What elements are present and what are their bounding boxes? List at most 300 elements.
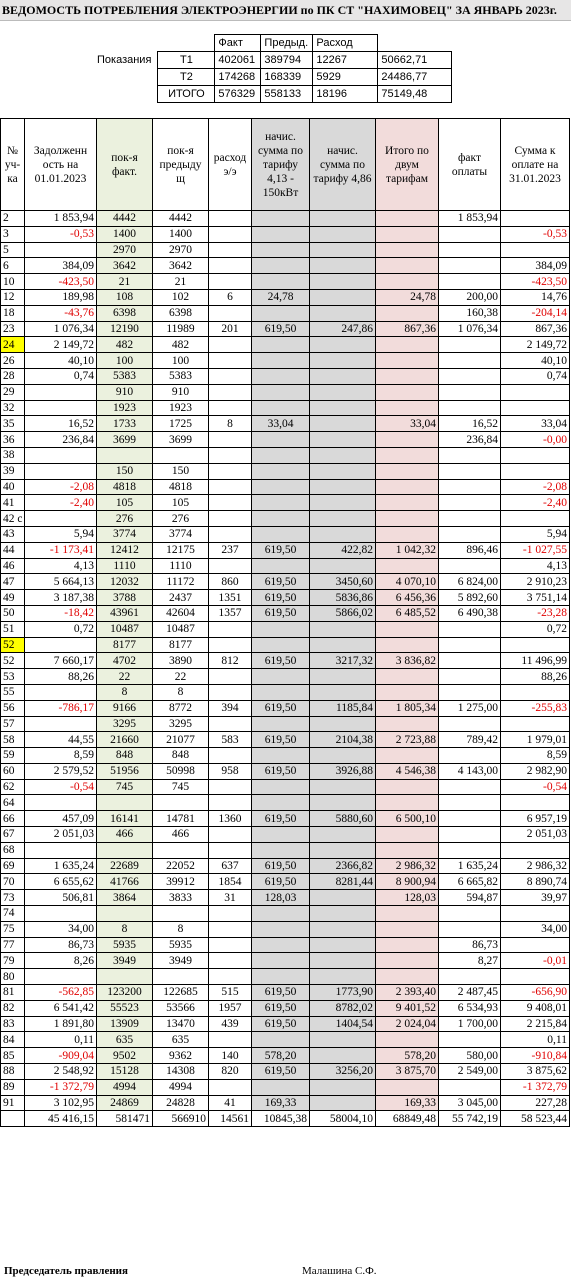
table-cell: -2,08 — [25, 479, 97, 495]
table-cell: 41 — [1, 495, 25, 511]
table-row — [1, 1032, 570, 1048]
table-cell — [209, 684, 252, 700]
table-cell: 201 — [209, 321, 252, 337]
summary-cell: 12267 — [313, 52, 378, 69]
table-cell — [376, 827, 439, 843]
table-cell — [209, 368, 252, 384]
table-row — [1, 558, 570, 574]
table-cell: 3 875,70 — [376, 1064, 439, 1080]
table-row — [1, 716, 570, 732]
table-cell: 24 — [1, 337, 25, 353]
table-cell: 1 076,34 — [25, 321, 97, 337]
column-header: № уч-ка — [1, 119, 25, 211]
summary-row-t2 — [94, 69, 452, 86]
table-cell — [252, 479, 310, 495]
table-cell — [252, 558, 310, 574]
table-cell: 619,50 — [252, 763, 310, 779]
table-row — [1, 1016, 570, 1032]
table-row — [1, 969, 570, 985]
table-cell: 77 — [1, 937, 25, 953]
table-row — [1, 779, 570, 795]
table-cell: 12175 — [153, 542, 209, 558]
table-cell — [252, 384, 310, 400]
table-cell: 619,50 — [252, 858, 310, 874]
table-row — [1, 732, 570, 748]
table-cell — [209, 274, 252, 290]
table-cell: 6 957,19 — [501, 811, 570, 827]
table-cell — [252, 400, 310, 416]
table-row — [1, 368, 570, 384]
table-cell: 1 853,94 — [439, 211, 501, 227]
table-cell: 3 751,14 — [501, 590, 570, 606]
table-cell — [376, 1032, 439, 1048]
table-cell — [376, 384, 439, 400]
table-cell: 583 — [209, 732, 252, 748]
table-row — [1, 495, 570, 511]
table-cell — [209, 258, 252, 274]
table-cell: -255,83 — [501, 700, 570, 716]
table-cell — [310, 748, 376, 764]
table-row — [1, 211, 570, 227]
table-cell: 23 — [1, 321, 25, 337]
summary-row-total — [94, 86, 452, 103]
summary-cell: 174268 — [215, 69, 261, 86]
table-cell: 619,50 — [252, 1016, 310, 1032]
table-cell: 8,59 — [501, 748, 570, 764]
table-cell: 122685 — [153, 985, 209, 1001]
table-cell: 1923 — [153, 400, 209, 416]
table-cell: 1 275,00 — [439, 700, 501, 716]
table-cell: 3295 — [97, 716, 153, 732]
table-cell: 13470 — [153, 1016, 209, 1032]
table-cell: 482 — [97, 337, 153, 353]
table-cell: 2 149,72 — [25, 337, 97, 353]
table-cell: 6 541,42 — [25, 1000, 97, 1016]
table-cell: 66 — [1, 811, 25, 827]
table-cell: 2 982,90 — [501, 763, 570, 779]
table-cell: 21660 — [97, 732, 153, 748]
table-row — [1, 827, 570, 843]
table-cell: 43961 — [97, 605, 153, 621]
table-cell: 578,20 — [252, 1048, 310, 1064]
table-cell: 52 — [1, 637, 25, 653]
table-cell: 0,74 — [501, 368, 570, 384]
table-cell: 50998 — [153, 763, 209, 779]
table-cell: 619,50 — [252, 574, 310, 590]
table-cell: 10487 — [153, 621, 209, 637]
table-cell: 200,00 — [439, 289, 501, 305]
table-cell — [439, 353, 501, 369]
table-row — [1, 637, 570, 653]
table-cell: 21 — [153, 274, 209, 290]
table-cell: 6398 — [153, 305, 209, 321]
table-cell — [376, 258, 439, 274]
table-cell — [501, 211, 570, 227]
table-cell: 6 490,38 — [439, 605, 501, 621]
table-cell: 8 — [153, 684, 209, 700]
table-cell — [439, 400, 501, 416]
table-cell: 16141 — [97, 811, 153, 827]
table-cell: 33,04 — [501, 416, 570, 432]
table-cell: 128,03 — [376, 890, 439, 906]
total-cell: 45 416,15 — [25, 1111, 97, 1127]
table-cell — [501, 384, 570, 400]
table-cell — [209, 953, 252, 969]
table-cell: 64 — [1, 795, 25, 811]
readings-summary-table — [94, 34, 452, 103]
table-cell: 88 — [1, 1064, 25, 1080]
total-cell: 10845,38 — [252, 1111, 310, 1127]
table-cell: 1 042,32 — [376, 542, 439, 558]
column-header: Итого по двум тарифам — [376, 119, 439, 211]
table-cell — [501, 242, 570, 258]
table-cell: 3642 — [97, 258, 153, 274]
table-cell — [209, 211, 252, 227]
table-cell — [439, 511, 501, 527]
table-cell: 51956 — [97, 763, 153, 779]
table-cell: 619,50 — [252, 811, 310, 827]
table-cell: 42 с — [1, 511, 25, 527]
chairman-title: Председатель правления — [4, 1265, 128, 1277]
table-cell: 83 — [1, 1016, 25, 1032]
table-cell: 31 — [209, 890, 252, 906]
table-cell: 12190 — [97, 321, 153, 337]
table-cell — [439, 827, 501, 843]
table-cell: 2 549,00 — [439, 1064, 501, 1080]
table-cell: 70 — [1, 874, 25, 890]
table-cell: 0,11 — [501, 1032, 570, 1048]
summary-label: Показания — [97, 54, 152, 66]
table-cell — [439, 368, 501, 384]
table-cell — [209, 906, 252, 922]
total-cell: 55 742,19 — [439, 1111, 501, 1127]
table-cell: 3 875,62 — [501, 1064, 570, 1080]
table-cell — [376, 684, 439, 700]
table-cell — [439, 495, 501, 511]
table-cell: 3774 — [153, 526, 209, 542]
table-cell: 89 — [1, 1079, 25, 1095]
table-cell: 1 700,00 — [439, 1016, 501, 1032]
table-cell — [376, 337, 439, 353]
table-cell — [439, 558, 501, 574]
table-cell: 637 — [209, 858, 252, 874]
table-cell — [310, 526, 376, 542]
table-cell: 1400 — [153, 226, 209, 242]
table-cell — [25, 511, 97, 527]
table-cell — [376, 211, 439, 227]
table-cell — [439, 242, 501, 258]
table-cell: 68 — [1, 842, 25, 858]
consumption-table — [0, 118, 570, 1127]
table-cell — [376, 463, 439, 479]
table-cell: 7 660,17 — [25, 653, 97, 669]
table-cell: 896,46 — [439, 542, 501, 558]
table-cell — [439, 921, 501, 937]
table-cell: 86,73 — [439, 937, 501, 953]
signature-footer — [0, 1262, 571, 1280]
table-row — [1, 748, 570, 764]
table-cell: 3 102,95 — [25, 1095, 97, 1111]
table-cell: 5 664,13 — [25, 574, 97, 590]
table-cell — [376, 305, 439, 321]
table-cell: -423,50 — [501, 274, 570, 290]
table-cell — [376, 969, 439, 985]
table-cell — [310, 211, 376, 227]
table-cell: 14781 — [153, 811, 209, 827]
summary-cell: 75149,48 — [378, 86, 452, 103]
table-cell — [439, 716, 501, 732]
table-row — [1, 795, 570, 811]
table-cell: 34,00 — [501, 921, 570, 937]
table-cell — [209, 1079, 252, 1095]
table-cell — [439, 1032, 501, 1048]
table-cell: 8,26 — [25, 953, 97, 969]
table-cell — [501, 447, 570, 463]
table-cell: 1 805,34 — [376, 700, 439, 716]
summary-header-usage: Расход — [313, 35, 378, 52]
table-cell — [310, 1048, 376, 1064]
table-cell — [310, 274, 376, 290]
table-cell: 105 — [153, 495, 209, 511]
table-cell: 59 — [1, 748, 25, 764]
summary-cell: 558133 — [261, 86, 313, 103]
summary-header-fact: Факт — [215, 35, 261, 52]
table-cell — [376, 637, 439, 653]
table-cell: 3949 — [97, 953, 153, 969]
table-cell: 60 — [1, 763, 25, 779]
table-cell: 2 051,03 — [501, 827, 570, 843]
table-cell: 2 393,40 — [376, 985, 439, 1001]
summary-cell: ИТОГО — [158, 86, 215, 103]
table-cell: 2 723,88 — [376, 732, 439, 748]
table-cell: 619,50 — [252, 985, 310, 1001]
table-cell: 6 — [209, 289, 252, 305]
table-cell: 0,74 — [25, 368, 97, 384]
table-cell: 50 — [1, 605, 25, 621]
table-cell — [209, 305, 252, 321]
table-cell: 80 — [1, 969, 25, 985]
table-cell: 8 — [153, 921, 209, 937]
table-cell: -909,04 — [25, 1048, 97, 1064]
table-cell — [25, 842, 97, 858]
table-cell: 635 — [97, 1032, 153, 1048]
table-cell: -423,50 — [25, 274, 97, 290]
table-cell — [97, 906, 153, 922]
table-cell: 466 — [97, 827, 153, 843]
table-cell: 3949 — [153, 953, 209, 969]
table-cell: 1351 — [209, 590, 252, 606]
table-cell — [376, 432, 439, 448]
table-cell: 3642 — [153, 258, 209, 274]
table-cell — [252, 621, 310, 637]
table-cell: -786,17 — [25, 700, 97, 716]
table-cell: 9362 — [153, 1048, 209, 1064]
table-cell — [252, 921, 310, 937]
table-cell: 237 — [209, 542, 252, 558]
table-cell: 580,00 — [439, 1048, 501, 1064]
table-cell — [376, 921, 439, 937]
table-cell: 3 187,38 — [25, 590, 97, 606]
table-cell: 4702 — [97, 653, 153, 669]
total-cell: 14561 — [209, 1111, 252, 1127]
table-cell: 227,28 — [501, 1095, 570, 1111]
table-row — [1, 289, 570, 305]
table-cell: 2 487,45 — [439, 985, 501, 1001]
summary-cell: 168339 — [261, 69, 313, 86]
table-cell: -0,01 — [501, 953, 570, 969]
table-cell: 58 — [1, 732, 25, 748]
table-cell: 276 — [153, 511, 209, 527]
table-cell: -562,85 — [25, 985, 97, 1001]
table-cell — [209, 716, 252, 732]
table-cell — [97, 447, 153, 463]
table-cell — [501, 511, 570, 527]
table-cell — [209, 463, 252, 479]
table-cell: 848 — [97, 748, 153, 764]
table-cell — [153, 795, 209, 811]
table-cell — [439, 1079, 501, 1095]
table-cell: -0,53 — [25, 226, 97, 242]
table-cell: -1 027,55 — [501, 542, 570, 558]
total-cell: 68849,48 — [376, 1111, 439, 1127]
table-cell: 0,72 — [25, 621, 97, 637]
table-cell — [252, 242, 310, 258]
table-row — [1, 763, 570, 779]
table-cell — [439, 795, 501, 811]
table-cell: 1 891,80 — [25, 1016, 97, 1032]
table-cell — [310, 432, 376, 448]
table-cell: 41766 — [97, 874, 153, 890]
table-cell — [310, 795, 376, 811]
table-cell: 6 500,10 — [376, 811, 439, 827]
table-cell: 619,50 — [252, 542, 310, 558]
table-cell — [310, 953, 376, 969]
table-cell — [501, 969, 570, 985]
table-cell: 466 — [153, 827, 209, 843]
table-cell — [252, 337, 310, 353]
table-row — [1, 526, 570, 542]
table-cell — [252, 906, 310, 922]
table-cell: 2 548,92 — [25, 1064, 97, 1080]
table-cell — [252, 432, 310, 448]
table-cell: 860 — [209, 574, 252, 590]
table-cell: 1725 — [153, 416, 209, 432]
table-cell: 53566 — [153, 1000, 209, 1016]
table-cell: 0,72 — [501, 621, 570, 637]
table-cell: 40,10 — [25, 353, 97, 369]
chairman-name: Малашина С.Ф. — [302, 1265, 377, 1277]
table-cell: 619,50 — [252, 653, 310, 669]
table-cell: 22 — [153, 669, 209, 685]
totals-row — [1, 1111, 570, 1127]
table-row — [1, 574, 570, 590]
table-row — [1, 353, 570, 369]
table-cell: 9 401,52 — [376, 1000, 439, 1016]
table-cell: 4994 — [97, 1079, 153, 1095]
table-cell — [252, 511, 310, 527]
table-cell: 102 — [153, 289, 209, 305]
table-row — [1, 937, 570, 953]
table-cell — [252, 526, 310, 542]
table-cell — [501, 716, 570, 732]
table-cell — [376, 842, 439, 858]
table-cell: 2 051,03 — [25, 827, 97, 843]
table-cell: 24,78 — [252, 289, 310, 305]
table-cell: 5935 — [97, 937, 153, 953]
table-cell — [209, 479, 252, 495]
table-cell — [310, 558, 376, 574]
table-cell: 24,78 — [376, 289, 439, 305]
table-cell: 9502 — [97, 1048, 153, 1064]
table-cell: 3450,60 — [310, 574, 376, 590]
table-cell — [209, 511, 252, 527]
table-cell: -1 173,41 — [25, 542, 97, 558]
table-cell — [310, 842, 376, 858]
table-cell: 13909 — [97, 1016, 153, 1032]
table-cell — [252, 795, 310, 811]
table-cell: 506,81 — [25, 890, 97, 906]
table-row — [1, 463, 570, 479]
table-cell — [439, 447, 501, 463]
table-cell: 848 — [153, 748, 209, 764]
table-cell: 422,82 — [310, 542, 376, 558]
table-cell: 8 900,94 — [376, 874, 439, 890]
table-row — [1, 890, 570, 906]
table-row — [1, 669, 570, 685]
table-cell: 55523 — [97, 1000, 153, 1016]
table-cell: 12032 — [97, 574, 153, 590]
table-cell: 67 — [1, 827, 25, 843]
table-cell — [209, 226, 252, 242]
table-row — [1, 1064, 570, 1080]
table-cell — [439, 463, 501, 479]
table-cell: 82 — [1, 1000, 25, 1016]
table-cell — [97, 795, 153, 811]
table-cell — [209, 937, 252, 953]
table-cell: 18 — [1, 305, 25, 321]
table-cell — [252, 368, 310, 384]
table-cell — [376, 400, 439, 416]
table-cell — [209, 1032, 252, 1048]
table-cell — [252, 211, 310, 227]
table-cell — [439, 526, 501, 542]
table-cell: 515 — [209, 985, 252, 1001]
table-row — [1, 447, 570, 463]
table-cell — [310, 384, 376, 400]
total-cell: 58004,10 — [310, 1111, 376, 1127]
table-cell — [209, 748, 252, 764]
table-cell: 3 836,82 — [376, 653, 439, 669]
table-cell: 5866,02 — [310, 605, 376, 621]
table-cell — [252, 716, 310, 732]
table-cell — [439, 684, 501, 700]
table-cell: 8,59 — [25, 748, 97, 764]
table-cell: 1404,54 — [310, 1016, 376, 1032]
table-cell — [310, 416, 376, 432]
table-cell: 635 — [153, 1032, 209, 1048]
table-row — [1, 400, 570, 416]
table-cell: 8281,44 — [310, 874, 376, 890]
table-cell: 8 — [97, 921, 153, 937]
table-cell — [252, 969, 310, 985]
table-cell: 2104,38 — [310, 732, 376, 748]
table-cell: 384,09 — [501, 258, 570, 274]
table-cell: 439 — [209, 1016, 252, 1032]
table-cell: 128,03 — [252, 890, 310, 906]
table-row — [1, 653, 570, 669]
table-cell: 1 635,24 — [25, 858, 97, 874]
table-cell — [252, 495, 310, 511]
